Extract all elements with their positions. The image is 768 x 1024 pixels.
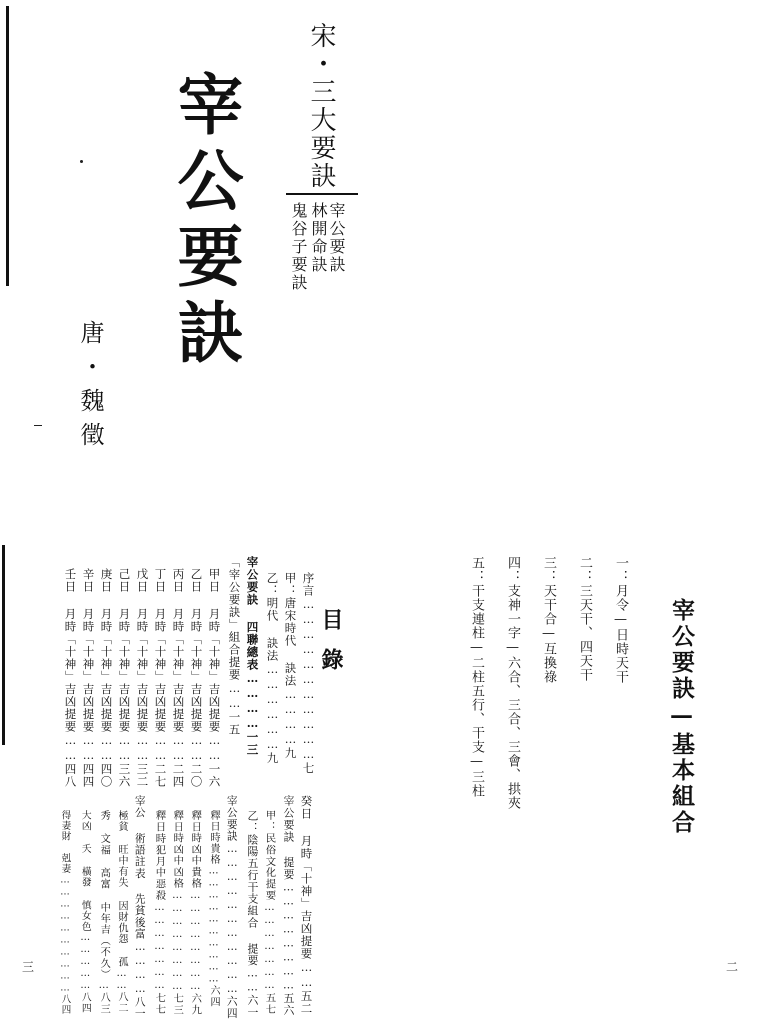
toc-entry: 甲：唐宋時代 訣法…………九 bbox=[283, 572, 298, 760]
series-item-2: 林開命訣 bbox=[309, 202, 328, 274]
binding-edge-top bbox=[6, 6, 9, 286]
series-title: 宋・三大要訣 bbox=[306, 22, 336, 190]
toc-entry: 甲日 月時「十神」吉凶提要……一六 bbox=[207, 568, 222, 788]
toc-entry: 大凶 夭 橫發 慎女色……………八四 bbox=[79, 810, 91, 1014]
scan-speck bbox=[34, 425, 42, 426]
toc-entry: 壬日 月時「十神」吉凶提要……四八 bbox=[63, 568, 78, 788]
basic-item-3: 三：天干合—互換祿 bbox=[541, 556, 556, 684]
main-title: 宰公要訣 bbox=[166, 70, 244, 374]
toc-entry: 秀 文福 高富 中年吉（不久）…八三 bbox=[98, 810, 110, 1015]
author: 唐・魏徵 bbox=[76, 320, 104, 456]
toc-entry: 己日 月時「十神」吉凶提要……三六 bbox=[117, 568, 132, 788]
toc-entry: 「宰公要訣」組合提要……一五 bbox=[227, 556, 242, 736]
toc-entry: 釋日時貴格…………………………六四 bbox=[208, 810, 220, 1008]
toc-entry: 得妻財 剋妻…………………………八四 bbox=[59, 810, 71, 1016]
toc-entry: 宰公 術語註表 先貧後富…………八一 bbox=[133, 795, 147, 1020]
basic-item-5: 五：干支連柱—二柱五行、干支—三柱 bbox=[469, 556, 484, 798]
toc-entry: 宰公要訣 提要……………………五六 bbox=[281, 795, 295, 1017]
toc-entry: 釋日時凶中凶格……………………七三 bbox=[171, 810, 184, 1016]
toc-entry: 乙日 月時「十神」吉凶提要……二〇 bbox=[189, 568, 204, 788]
toc-entry: 釋日時犯月中惡殺…………………七七 bbox=[153, 810, 166, 1015]
toc-entry: 丙日 月時「十神」吉凶提要……二四 bbox=[171, 568, 186, 788]
toc-entry: 乙：陰陽五行干支組合 提要……六一 bbox=[245, 810, 259, 1019]
toc-heading: 目錄 bbox=[318, 608, 344, 688]
title-rule bbox=[286, 193, 358, 195]
toc-entry: 宰公要訣 四聯總表…………一三 bbox=[245, 556, 260, 756]
basic-item-4: 四：支神一字—六合、三合、三會、拱夾 bbox=[505, 556, 520, 810]
toc-entry: 庚日 月時「十神」吉凶提要……四〇 bbox=[99, 568, 114, 788]
toc-entry: 癸日 月時「十神」吉凶提要……五二 bbox=[299, 795, 314, 1015]
series-item-1: 宰公要訣 bbox=[327, 202, 346, 274]
basic-item-1: 一：月令—日時天干 bbox=[613, 556, 628, 684]
toc-entry: 辛日 月時「十神」吉凶提要……四四 bbox=[81, 568, 96, 788]
toc-entry: 極貧 旺中有失 因財仇怨 孤……八二 bbox=[116, 810, 128, 1014]
toc-entry: 戊日 月時「十神」吉凶提要……三二 bbox=[135, 568, 150, 788]
toc-entry: 釋日時凶中貴格……………………六九 bbox=[189, 810, 202, 1016]
scan-speck bbox=[80, 160, 83, 163]
toc-entry: 丁日 月時「十神」吉凶提要……二七 bbox=[153, 568, 168, 788]
basic-page-title: 宰公要訣—基本組合 bbox=[668, 598, 695, 836]
binding-edge-bottom bbox=[2, 545, 5, 745]
page-number: 三 bbox=[22, 960, 35, 974]
toc-entry: 乙：明代 訣法………………九 bbox=[265, 572, 280, 765]
series-item-3: 鬼谷子要訣 bbox=[289, 202, 308, 292]
toc-entry: 序言……………………………七 bbox=[301, 572, 316, 775]
toc-entry: 甲：民俗文化提要…………………五七 bbox=[263, 810, 276, 1015]
page-number: 二 bbox=[726, 960, 739, 974]
basic-item-2: 二：三天干、四天干 bbox=[577, 556, 592, 682]
toc-entry: 宰公要訣……………………………六四 bbox=[225, 795, 239, 1020]
